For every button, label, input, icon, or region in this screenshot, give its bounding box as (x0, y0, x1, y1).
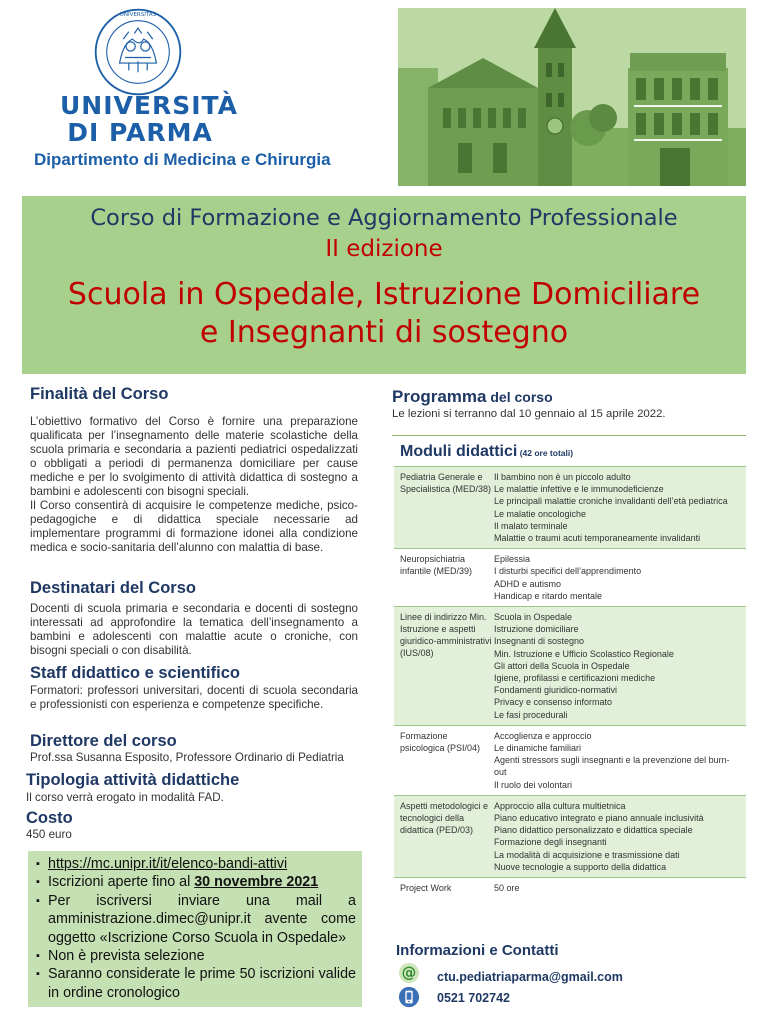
module-topic: 50 ore (494, 883, 520, 894)
modules-hours: (42 ore totali) (517, 448, 574, 458)
direttore-heading: Direttore del corso (30, 732, 177, 750)
module-topic: ADHD e autismo (494, 578, 562, 589)
svg-text:UNIVERSITAS: UNIVERSITAS (119, 12, 157, 19)
module-topic: Privacy e consenso informato (494, 697, 613, 708)
module-topic: Min. Istruzione e Ufficio Scolastico Regionale (494, 648, 674, 659)
module-topic: Le fasi procedurali (494, 709, 568, 720)
module-topic: Il bambino non è un piccolo adulto (494, 472, 631, 482)
module-topic: Il ruolo dei volontari (494, 779, 573, 790)
module-topic: Insegnanti di sostegno (494, 636, 585, 647)
module-topic: Il malato terminale (494, 520, 568, 531)
module-topics (494, 607, 746, 725)
module-topic: Istruzione domiciliare (494, 624, 579, 635)
module-topic: Igiene, profilassi e certificazioni mediche (494, 673, 656, 684)
module-area: Aspetti metodologici e tecnologici della didattica (PED/03) (400, 800, 489, 835)
staff-heading: Staff didattico e scientifico (30, 664, 240, 682)
direttore-text: Prof.ssa Susanna Esposito, Professore Ordinario di Pediatria (30, 751, 344, 764)
destinatari-text: Docenti di scuola primaria e secondaria e docenti di sostegno interessati ad approfondire la tematica dell’insegnamento a bambini e adolescenti con malattie acute o croniche, con bisogni speciali o con disabilità. (30, 602, 358, 657)
destinatari-heading: Destinatari del Corso (30, 579, 196, 597)
staff-text: Formatori: professori universitari, docenti di scuola secondaria e professionisti con esperienza e competenze specifiche. (30, 684, 358, 711)
university-line1: UNIVERSITÀ (60, 91, 238, 120)
registration-link[interactable]: https://mc.unipr.it/it/elenco-bandi-attivi (48, 856, 288, 872)
finalita-paragraph-1: L’obiettivo formativo del Corso è fornire una preparazione qualificata per l’insegnamento delle materie scolastiche della scuola primaria e secondaria a pazienti pediatrici ospedalizzati o obbligati a periodi di permanenza domiciliare per cause mediche e per lo svolgimento di attività didattica di sostegno a bambini e adolescenti con bisogni speciali. (30, 415, 358, 498)
modules-heading (400, 443, 573, 461)
registration-deadline-item (36, 873, 356, 891)
module-topics (494, 726, 746, 795)
module-row (394, 725, 746, 795)
module-row (394, 606, 746, 725)
module-topics (494, 467, 746, 548)
module-topics (494, 796, 746, 877)
deadline-prefix: Iscrizioni aperte fino al (48, 874, 195, 891)
module-topic: Gli attori della Scuola in Ospedale (494, 660, 630, 671)
contacts-heading: Informazioni e Contatti (396, 942, 559, 959)
cathedral-baptistery-photo (398, 8, 746, 186)
university-seal-logo (92, 6, 184, 98)
module-topic: Handicap e ritardo mentale (494, 590, 603, 601)
module-topic: Agenti stressors sugli insegnanti e la prevenzione del burn-out (494, 755, 730, 778)
module-area: Linee di indirizzo Min. Istruzione e aspetti giuridico-amministrativi (IUS/08) (400, 612, 492, 659)
university-name (60, 91, 238, 147)
module-area: Project Work (400, 883, 452, 894)
registration-mail-item: ▪ Per iscriversi inviare una mail a amministrazione.dimec@unipr.it avente come oggetto «Iscrizione Corso Scuola in Ospedale» (36, 892, 356, 947)
module-area: Pediatria Generale e Specialistica (MED/38) (400, 472, 492, 494)
contact-phone[interactable]: 0521 702742 (437, 991, 510, 1005)
finalita-heading: Finalità del Corso (30, 385, 169, 403)
programma-heading (392, 387, 553, 407)
course-title-band (22, 196, 746, 374)
programma-divider (392, 435, 746, 436)
module-topic: Le malattie infettive e le immunodeficienze (494, 484, 664, 495)
finalita-paragraph-2: Il Corso consentirà di acquisire le competenze mediche, psico-pedagogiche e di didattica speciale necessarie ad implementare programmi di formazione idonei alla condizione medica e socio-sanitaria dell’alunno con malattia di base. (30, 499, 358, 554)
finalita-text (30, 415, 358, 555)
deadline-date: 30 novembre 2021 (194, 874, 319, 891)
module-topics (494, 878, 746, 898)
module-topic: Le principali malattie croniche invalidanti dell’età pediatrica (494, 496, 728, 507)
department-name: Dipartimento di Medicina e Chirurgia (34, 150, 331, 169)
module-topics (494, 549, 746, 606)
module-topic: Le malatie oncologiche (494, 508, 587, 519)
programma-title: Programma (392, 387, 487, 406)
registration-order-item: ▪ Saranno considerate le prime 50 iscrizioni valide in ordine cronologico (36, 965, 356, 1002)
module-topic: Fondamenti giuridico-normativi (494, 685, 618, 696)
programma-title-suffix: del corso (486, 389, 553, 405)
module-row (394, 795, 746, 877)
contact-email[interactable]: ctu.pediatriaparma@gmail.com (437, 970, 623, 984)
modules-table (394, 466, 746, 898)
module-topic: Piano didattico personalizzato e didattica speciale (494, 825, 693, 836)
programma-dates: Le lezioni si terranno dal 10 gennaio al 15 aprile 2022. (392, 408, 666, 420)
registration-box (28, 851, 362, 1007)
module-row (394, 877, 746, 898)
module-topic: Malattie o traumi acuti temporaneamente invalidanti (494, 533, 701, 544)
module-topic: Formazione degli insegnanti (494, 837, 607, 848)
tipologia-heading: Tipologia attività didattiche (26, 771, 240, 789)
at-sign-icon (398, 962, 420, 984)
svg-text:@: @ (401, 964, 417, 982)
module-topic: Nuove tecnologie a supporto della didattica (494, 861, 667, 872)
module-topic: Scuola in Ospedale (494, 612, 573, 623)
module-topic: Accoglienza e approccio (494, 730, 592, 741)
registration-list (36, 855, 356, 1002)
registration-selection-item: ▪ Non è prevista selezione (36, 947, 356, 965)
module-row (394, 466, 746, 548)
module-row (394, 548, 746, 606)
module-topic: Epilessia (494, 554, 531, 565)
modules-title: Moduli didattici (400, 443, 518, 460)
module-topic: Piano educativo integrato e piano annuale inclusività (494, 813, 704, 824)
module-topic: I disturbi specifici dell’apprendimento (494, 566, 642, 577)
course-title-line2: e Insegnanti di sostegno (199, 315, 569, 350)
module-area: Formazione psicologica (PSI/04) (400, 730, 481, 753)
module-area: Neuropsichiatria infantile (MED/39) (400, 554, 473, 577)
costo-heading: Costo (26, 809, 73, 827)
module-topic: La modalità di acquisizione e trasmissione dati (494, 849, 680, 860)
registration-link-item (36, 855, 356, 873)
course-title (22, 276, 746, 352)
module-topic: Le dinamiche familiari (494, 743, 582, 754)
phone-icon (398, 986, 420, 1008)
course-type: Corso di Formazione e Aggiornamento Professionale (90, 205, 678, 231)
costo-text: 450 euro (26, 828, 72, 841)
course-edition: II edizione (325, 236, 443, 262)
course-title-line1: Scuola in Ospedale, Istruzione Domiciliare (67, 277, 701, 312)
university-line2: DI PARMA (67, 118, 213, 147)
module-topic: Approccio alla cultura multietnica (494, 800, 626, 811)
tipologia-text: Il corso verrà erogato in modalità FAD. (26, 791, 224, 804)
